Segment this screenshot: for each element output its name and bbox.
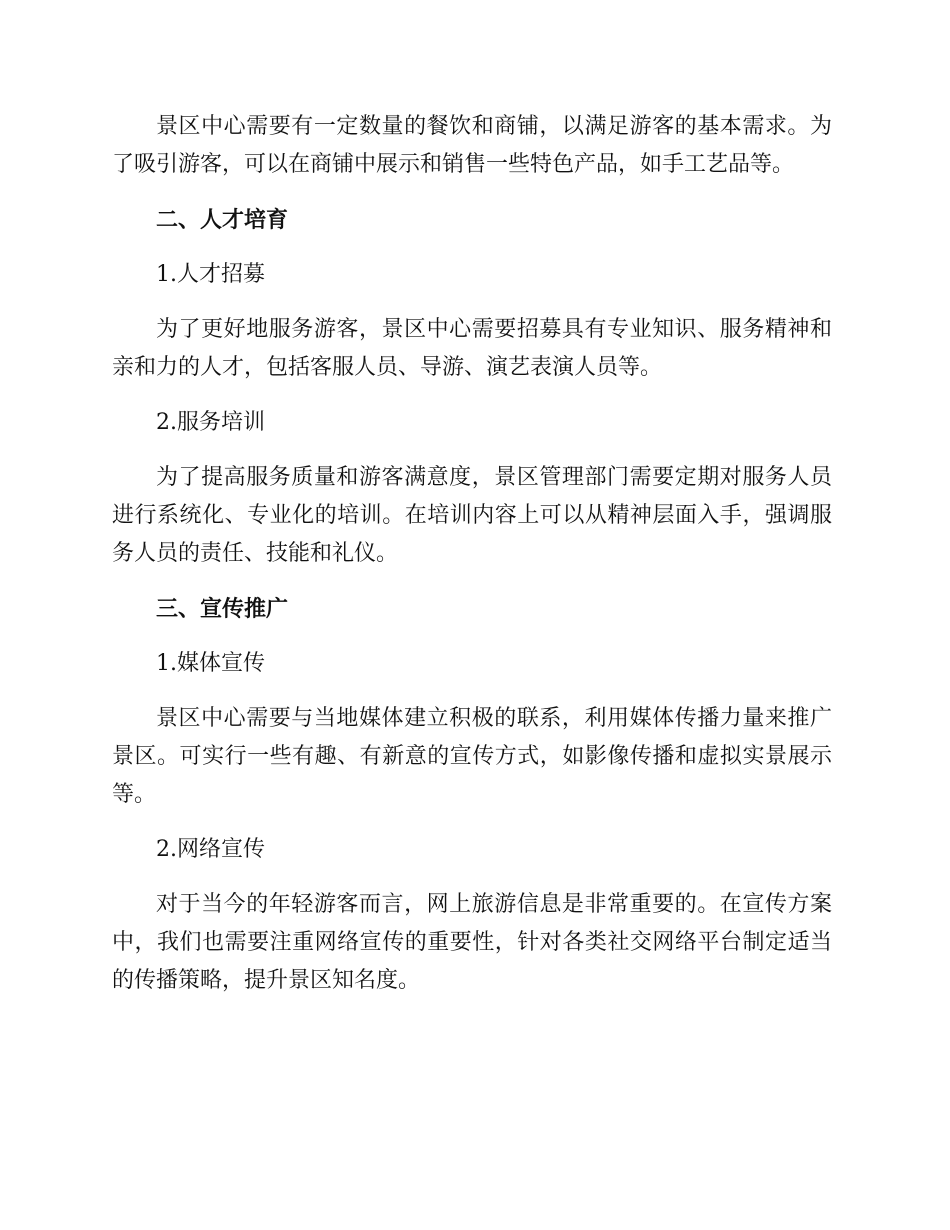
paragraph-intro: 景区中心需要有一定数量的餐饮和商铺，以满足游客的基本需求。为了吸引游客，可以在商铺中展示和销售一些特色产品，如手工艺品等。 [112, 114, 832, 177]
spacer [112, 628, 832, 645]
subheading-recruitment: 1.人才招募 [156, 262, 265, 287]
subheading-online: 2.网络宣传 [156, 837, 265, 862]
section-heading-talent: 二、人才培育 [156, 207, 289, 233]
paragraph-online: 对于当今的年轻游客而言，网上旅游信息是非常重要的。在宣传方案中，我们也需要注重网络宣传的重要性，针对各类社交网络平台制定适当的传播策略，提升景区知名度。 [112, 892, 832, 993]
paragraph-training: 为了提高服务质量和游客满意度，景区管理部门需要定期对服务人员进行系统化、专业化的培训。在培训内容上可以从精神层面入手，强调服务人员的责任、技能和礼仪。 [112, 465, 832, 566]
spacer [112, 184, 832, 201]
spacer [112, 294, 832, 311]
spacer [112, 573, 832, 590]
spacer [112, 239, 832, 256]
spacer [112, 442, 832, 459]
document-body [112, 108, 832, 1000]
section-heading-promotion: 三、宣传推广 [156, 596, 289, 622]
subheading-media: 1.媒体宣传 [156, 651, 265, 676]
subheading-training: 2.服务培训 [156, 410, 265, 435]
spacer [112, 869, 832, 886]
paragraph-recruitment: 为了更好地服务游客，景区中心需要招募具有专业知识、服务精神和亲和力的人才，包括客服人员、导游、演艺表演人员等。 [112, 317, 832, 380]
spacer [112, 683, 832, 700]
spacer [112, 387, 832, 404]
spacer [112, 814, 832, 831]
paragraph-media: 景区中心需要与当地媒体建立积极的联系，利用媒体传播力量来推广景区。可实行一些有趣、有新意的宣传方式，如影像传播和虚拟实景展示等。 [112, 706, 832, 807]
